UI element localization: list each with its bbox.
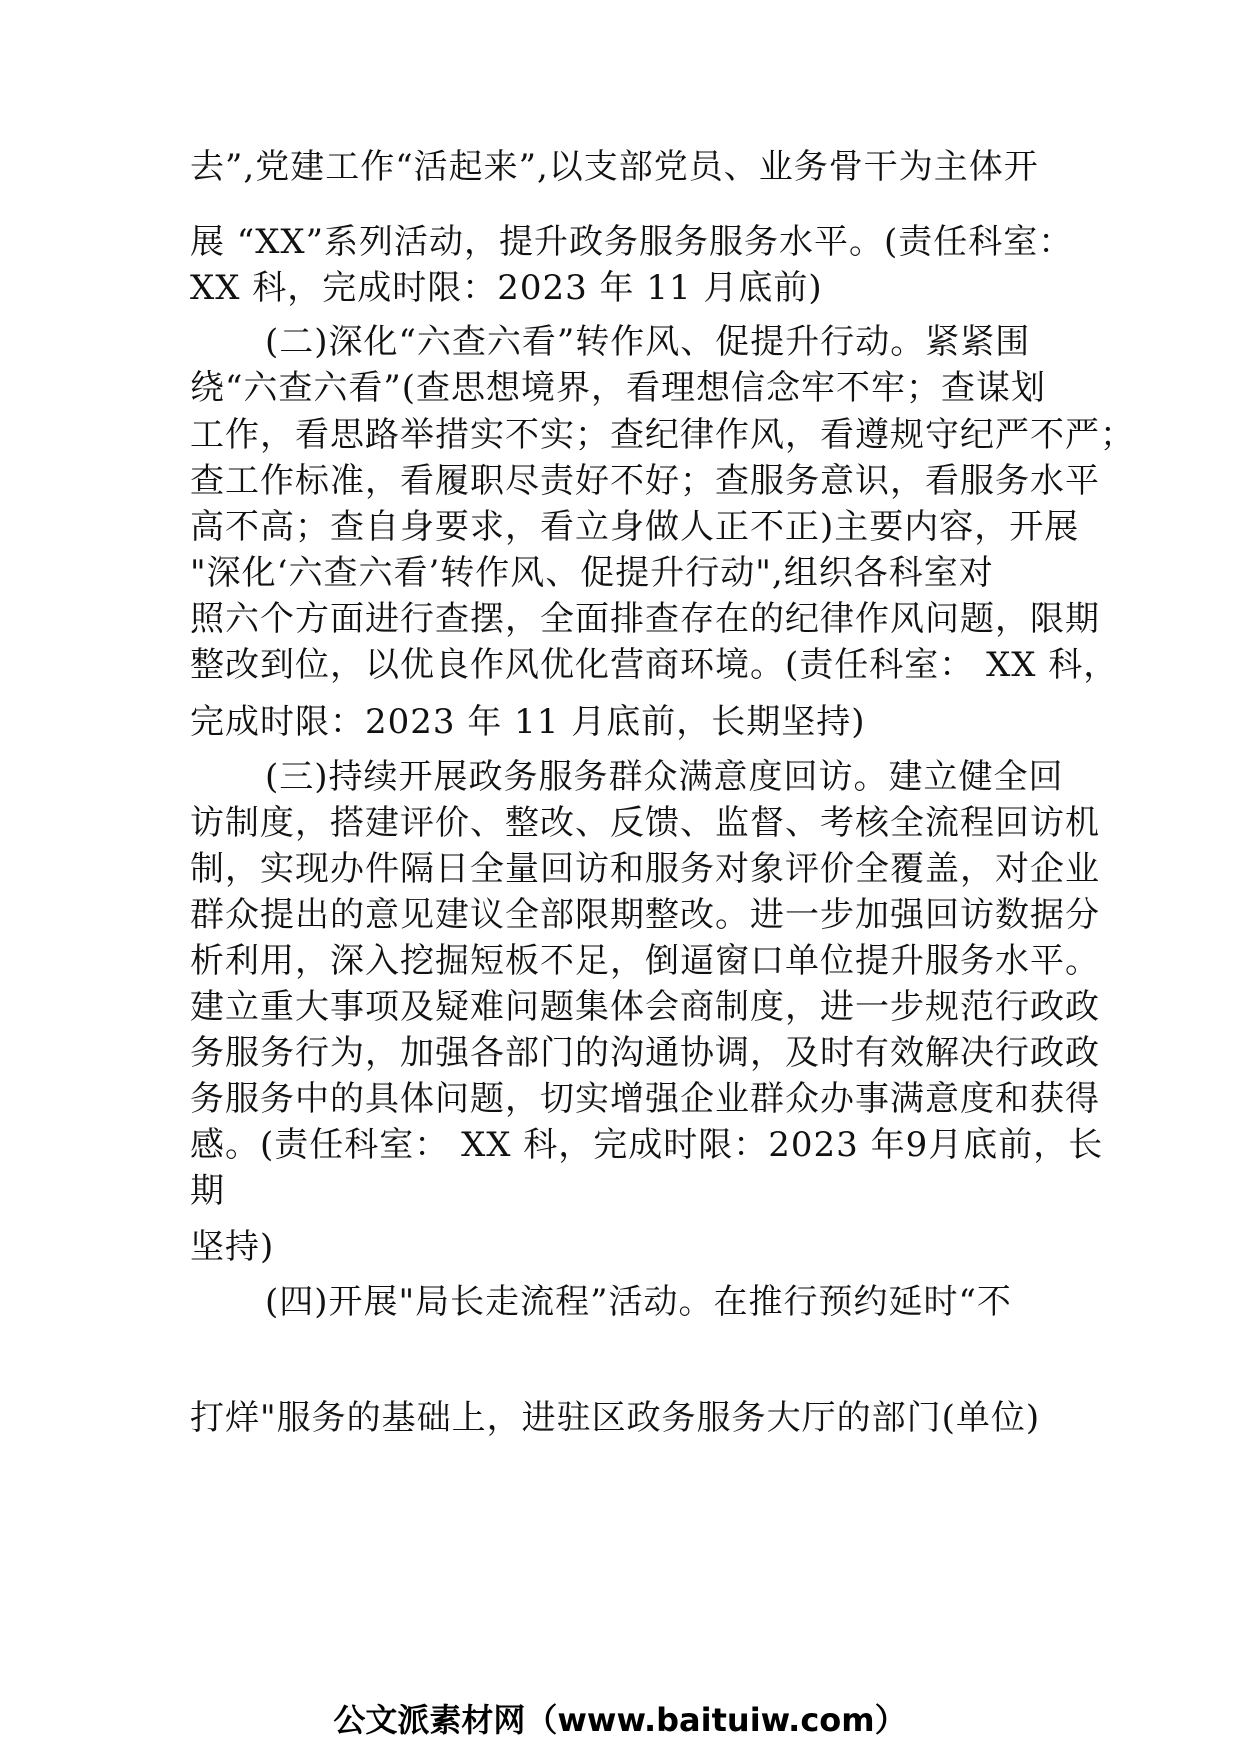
paragraph-line: 坚持)	[190, 1227, 275, 1267]
paragraph-line: 照六个方面进行查摆，全面排查存在的纪律作风问题，限期	[190, 599, 1100, 639]
paragraph-line: (四)开展"局长走流程”活动。在推行预约延时“不	[265, 1282, 1012, 1322]
paragraph-line: 制，实现办件隔日全量回访和服务对象评价全覆盖，对企业	[190, 849, 1100, 889]
paragraph-line: 整改到位，以优良作风优化营商环境。(责任科室： XX 科，	[190, 645, 1119, 685]
paragraph-line: XX 科，完成时限：2023 年 11 月底前)	[190, 268, 823, 308]
paragraph-line: (三)持续开展政务服务群众满意度回访。建立健全回	[265, 757, 1064, 797]
paragraph-line: "深化‘六查六看’转作风、促提升行动",组织各科室对	[190, 553, 994, 593]
paragraph-line: 务服务行为，加强各部门的沟通协调，及时有效解决行政政	[190, 1033, 1100, 1073]
paragraph-line: 析利用，深入挖掘短板不足，倒逼窗口单位提升服务水平。	[190, 941, 1100, 981]
footer-watermark: 公文派素材网（www.baituiw.com）	[333, 1701, 907, 1739]
paragraph-line: 工作，看思路举措实不实；查纪律作风，看遵规守纪严不严；	[190, 415, 1135, 455]
paragraph-line: (二)深化“六查六看”转作风、促提升行动。紧紧围	[265, 322, 1031, 362]
paragraph-line: 建立重大事项及疑难问题集体会商制度，进一步规范行政政	[190, 987, 1100, 1027]
paragraph-line: 期	[190, 1171, 225, 1211]
paragraph-line: 务服务中的具体问题，切实增强企业群众办事满意度和获得	[190, 1079, 1100, 1119]
paragraph-line: 访制度，搭建评价、整改、反馈、监督、考核全流程回访机	[190, 803, 1100, 843]
paragraph-line: 群众提出的意见建议全部限期整改。进一步加强回访数据分	[190, 895, 1100, 935]
paragraph-line: 高不高；查自身要求，看立身做人正不正)主要内容，开展	[190, 507, 1080, 547]
paragraph-line: 去”,党建工作“活起来”,以支部党员、业务骨干为主体开	[190, 147, 1039, 187]
paragraph-line: 打烊"服务的基础上，进驻区政务服务大厅的部门(单位)	[190, 1398, 1041, 1438]
paragraph-line: 感。(责任科室： XX 科，完成时限：2023 年9月底前，长	[190, 1125, 1104, 1165]
paragraph-line: 展 “XX”系列活动，提升政务服务服务水平。(责任科室：	[190, 222, 1074, 262]
paragraph-line: 查工作标准，看履职尽责好不好；查服务意识，看服务水平	[190, 461, 1100, 501]
paragraph-line: 完成时限：2023 年 11 月底前，长期坚持)	[190, 702, 866, 742]
paragraph-line: 绕“六查六看”(查思想境界，看理想信念牢不牢；查谋划	[190, 368, 1047, 408]
